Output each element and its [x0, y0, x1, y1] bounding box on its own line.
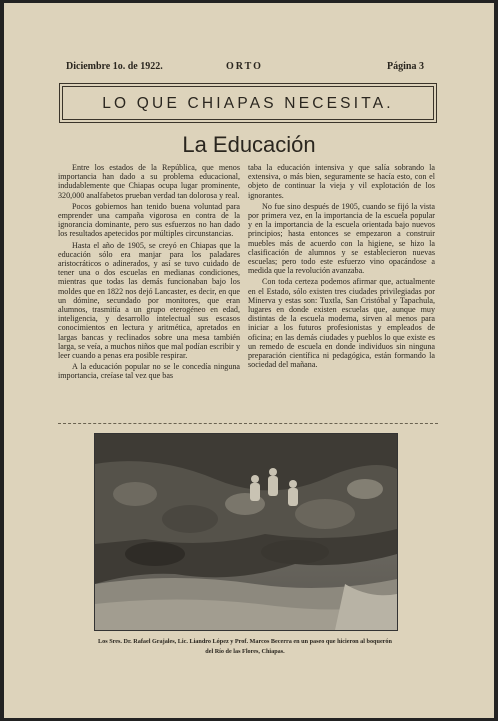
publication-name: ORTO — [226, 61, 263, 72]
landscape-photo — [94, 433, 398, 631]
paragraph: taba la educación intensiva y que salía sobrando la extensiva, o más bien, seguramente se hacía esto, con el objeto de continuar la vieja y vil explotación de los ignorantes. — [248, 163, 435, 200]
article-title: La Educación — [182, 132, 316, 157]
paragraph: Entre los estados de la República, que menos importancia han dado a su problema educacional, indudablemente que Chiapas ocupa lugar prominente, 320,000 analfabetos prueban verdad tan dolorosa y real. — [58, 163, 240, 200]
section-divider — [58, 423, 438, 424]
issue-date: Diciembre 1o. de 1922. — [66, 61, 163, 72]
paragraph: Con toda certeza podemos afirmar que, actualmente en el Estado, sólo existen tres ciudades privilegiadas por Minerva y estas son: Tuxtla, San Cristóbal y Tapachula, lugares en donde existen escuelas que, aunque muy distintas de la escuela moderna, sirven al menos para iniciar a los futuros profesionistas y empleados de oficina; en las demás ciudades y pueblos lo que existe es un remedo de escuela en donde individuos sin ninguna preparación científica ni pedagógica, están formando la sociedad del mañana. — [248, 277, 435, 370]
page-number: Página 3 — [387, 61, 424, 72]
photo-caption: Los Sres. Dr. Rafael Grajales, Lic. Liandro López y Prof. Marcos Becerra en un paseo que hicieron al boquerón del Río de las Flores, Chiapas. — [98, 638, 392, 655]
article-column-left — [58, 163, 240, 383]
paragraph: A la educación popular no se le concedía ninguna importancia, creíase tal vez que bas — [58, 362, 240, 381]
section-banner — [59, 83, 437, 123]
article-column-right — [248, 163, 435, 371]
photo-illustration — [95, 434, 397, 630]
paragraph: Hasta el año de 1905, se creyó en Chiapas que la educación sólo era manjar para los paladares aristocráticos o adinerados, y así se tuvo cuidado de tener una o dos escuelas en medianas condiciones, mientras que todas las demás funcionaban bajo los moldes que en 1822 nos dejó Lancaster, es decir, en que un dómine, secundado por monitores, que eran alumnos, trasmitía a un grupo eterogéneo en edad, inteligencia, y desarrollo intelectual sus escasos conocimientos en lectura y aritmética, apretados en largas bancas y reclinados sobre una mesa también larga, se veía, a muchos niños que mal podían escribir y leer cuando a penas era posible respirar. — [58, 240, 240, 361]
magazine-page — [4, 3, 494, 718]
banner-text: LO QUE CHIAPAS NECESITA. — [102, 95, 394, 112]
paragraph: No fue sino después de 1905, cuando se fijó la vista por primera vez, en la importancia de la escuela popular y en la importancia de la escuela orientada bajo nuevos principios; hasta entonces se empezaron a construir muebles más de acuerdo con la higiene, se hizo la clasificación de alumnos y se establecieron nuevas escuelas; pero todo este esfuerzo vino opacándose a medida que la revolución avanzaba. — [248, 201, 435, 276]
paragraph: Pocos gobiernos han tenido buena voluntad para emprender una campaña vigorosa en contra de la ignorancia dominante, pero sus esfuerzos no han dado los resultados apetecidos por múltiples circunstancias. — [58, 201, 240, 239]
